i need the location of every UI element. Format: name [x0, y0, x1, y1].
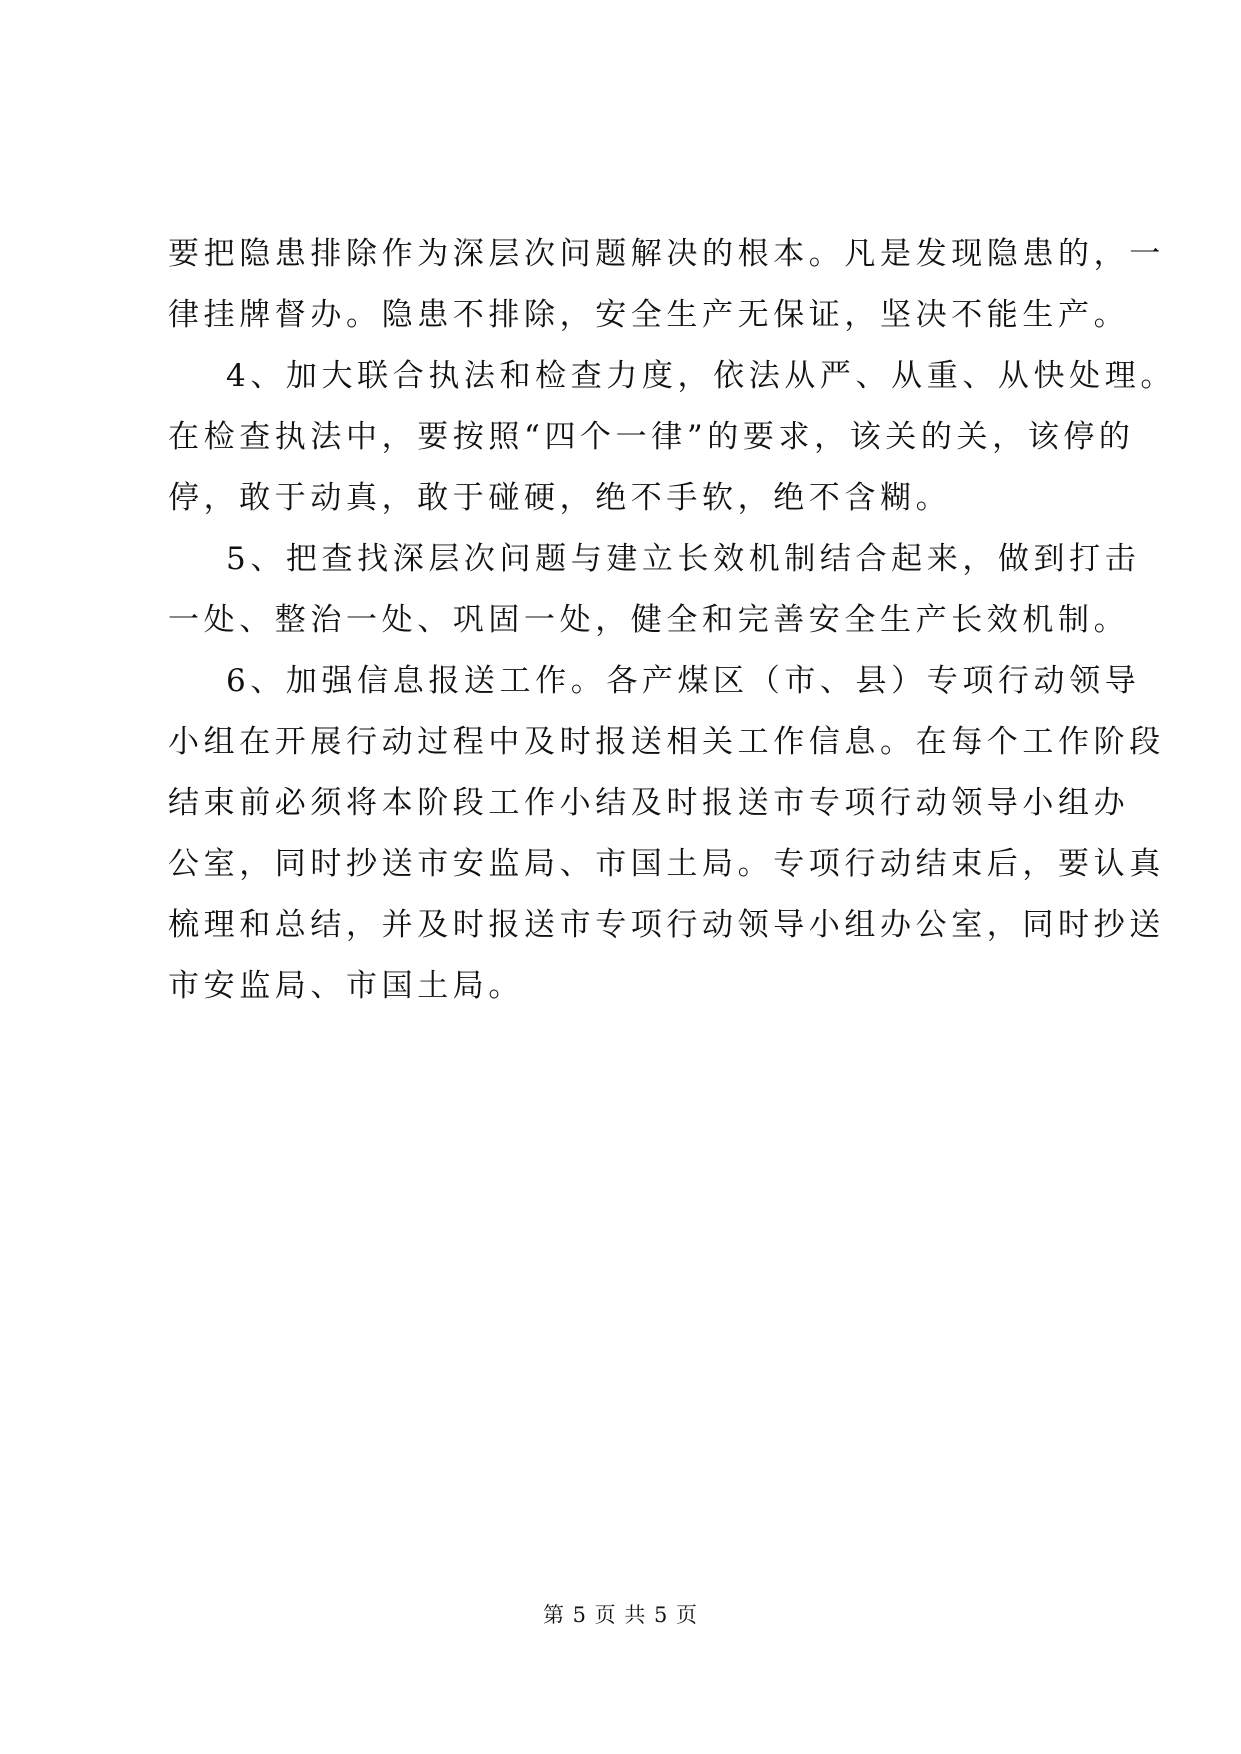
body-line: 公室，同时抄送市安监局、市国土局。专项行动结束后，要认真 [168, 846, 1165, 882]
body-line: 结束前必须将本阶段工作小结及时报送市专项行动领导小组办 [168, 785, 1130, 821]
body-line: 要把隐患排除作为深层次问题解决的根本。凡是发现隐患的，一 [168, 236, 1165, 272]
body-line: 一处、整治一处、巩固一处，健全和完善安全生产长效机制。 [168, 602, 1130, 638]
body-line: 律挂牌督办。隐患不排除，安全生产无保证，坚决不能生产。 [168, 297, 1130, 333]
body-line: 停，敢于动真，敢于碰硬，绝不手软，绝不含糊。 [168, 480, 952, 516]
list-item-6: 6、加强信息报送工作。各产煤区（市、县）专项行动领导 [226, 663, 1141, 699]
body-line: 市安监局、市国土局。 [168, 968, 524, 1004]
list-item-5: 5、把查找深层次问题与建立长效机制结合起来，做到打击 [226, 541, 1141, 577]
document-body [168, 224, 1176, 1017]
body-line: 梳理和总结，并及时报送市专项行动领导小组办公室，同时抄送 [168, 907, 1165, 943]
page-number: 第 5 页 共 5 页 [542, 1603, 699, 1627]
page-footer [0, 1600, 1241, 1630]
body-line: 小组在开展行动过程中及时报送相关工作信息。在每个工作阶段 [168, 724, 1165, 760]
list-item-4: 4、加大联合执法和检查力度，依法从严、从重、从快处理。 [226, 358, 1176, 394]
body-line: 在检查执法中，要按照“四个一律”的要求，该关的关，该停的 [168, 419, 1135, 455]
